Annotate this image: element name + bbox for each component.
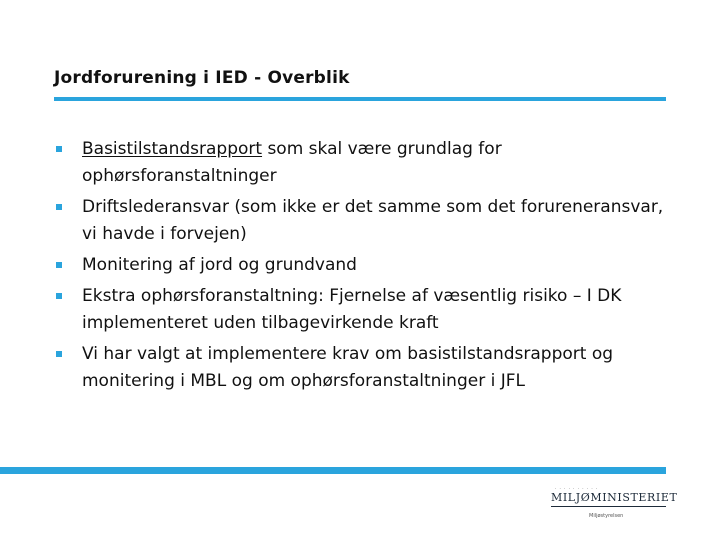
logo-crown-strip: · · · · · · · · · · xyxy=(555,486,599,491)
title-divider xyxy=(54,97,666,101)
square-bullet-icon xyxy=(56,262,62,268)
bullet-text: Vi har valgt at implementere krav om basistilstandsrapport og monitering i MBL og om ophørsforanstaltninger i JFL xyxy=(82,344,614,391)
bullet-item xyxy=(56,194,676,248)
bullet-item xyxy=(56,283,676,337)
footer-divider xyxy=(0,467,666,474)
square-bullet-icon xyxy=(56,204,62,210)
bullet-text: Monitering af jord og grundvand xyxy=(82,255,357,275)
bullet-underlined-term: Basistilstandsrapport xyxy=(82,139,263,159)
bullet-item xyxy=(56,252,676,279)
square-bullet-icon xyxy=(56,146,62,152)
logo-subtitle: Miljøstyrelsen xyxy=(589,513,624,519)
bullet-text: Ekstra ophørsforanstaltning: Fjernelse af væsentlig risiko – I DK implementeret uden tilbagevirkende kraft xyxy=(82,286,622,333)
bullet-list xyxy=(56,136,676,399)
bullet-text: som skal være grundlag for ophørsforanstaltninger xyxy=(82,139,502,186)
ministry-logo xyxy=(551,486,678,526)
logo-divider xyxy=(551,506,666,507)
square-bullet-icon xyxy=(56,351,62,357)
bullet-item xyxy=(56,136,676,190)
bullet-text: Driftslederansvar (som ikke er det samme som det forureneransvar, vi havde i forvejen) xyxy=(82,197,664,244)
logo-name: MILJØMINISTERIET xyxy=(551,491,678,504)
square-bullet-icon xyxy=(56,293,62,299)
bullet-item xyxy=(56,341,676,395)
slide-title: Jordforurening i IED - Overblik xyxy=(54,68,350,88)
